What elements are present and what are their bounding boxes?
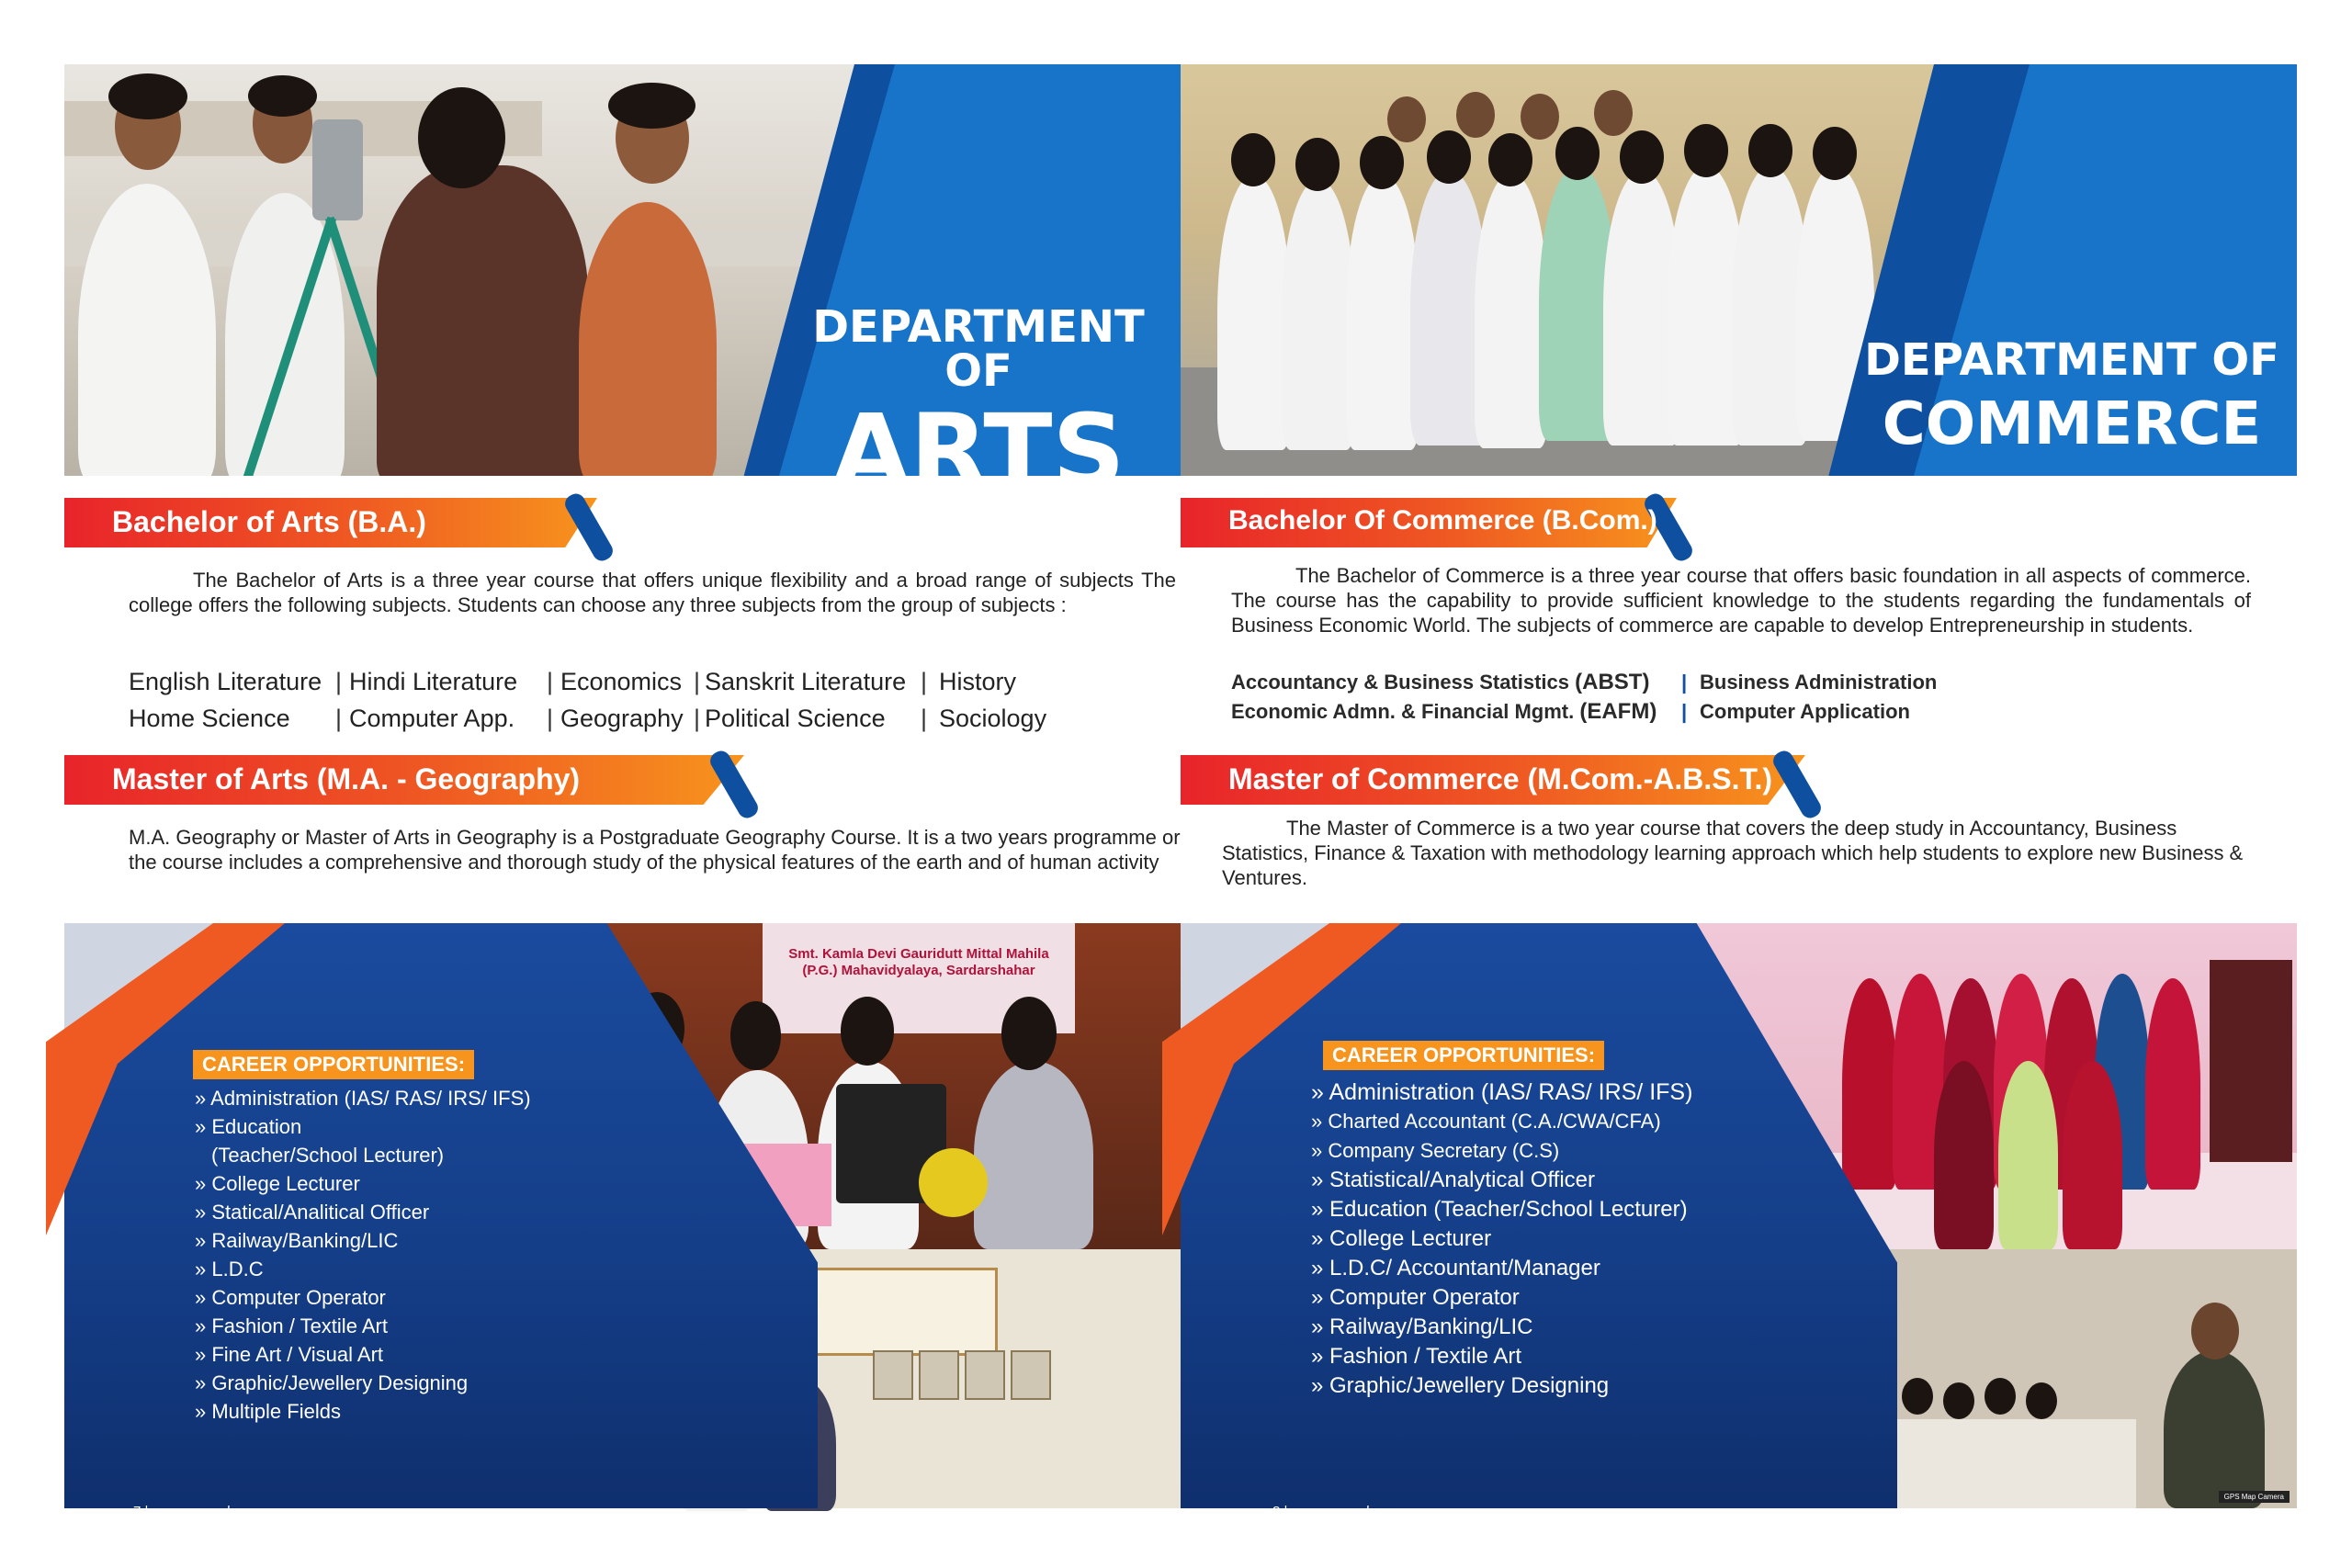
career-item: » Graphic/Jewellery Designing (1311, 1371, 1692, 1401)
career-item-continuation: (Teacher/School Lecturer) (211, 1144, 445, 1167)
commerce-career-list (1311, 1077, 1692, 1401)
arts-page (64, 64, 1181, 1519)
commerce-career-section (1181, 923, 2297, 1519)
dept-title-line1: DEPARTMENT OF (812, 301, 1145, 397)
arts-career-heading: CAREER OPPORTUNITIES: (193, 1050, 474, 1079)
subject-item: Sociology (939, 704, 1047, 732)
subject-item: Geography (560, 704, 684, 732)
subject-item: Hindi Literature (349, 667, 518, 695)
mcom-description-text: The Master of Commerce is a two year course that covers the deep study in Accountancy, Business Statistics, Finance & Taxation with methodology learning approach which help students to explore new Business & Ventures. (1222, 817, 2244, 889)
bcom-subjects (1231, 668, 1937, 727)
career-item: » Computer Operator (1311, 1283, 1692, 1313)
arts-banner-photo (64, 64, 854, 476)
subjects-row-2: Economic Admn. & Financial Mgmt. (EAFM) | Computer Application (1231, 699, 1910, 724)
subject-item: Sanskrit Literature (705, 667, 907, 695)
banner-sign-text: Smt. Kamla Devi Gauridutt Mittal Mahila (P.G.) Mahavidyalaya, Sardarshahar (788, 946, 1049, 978)
career-item: » Graphic/Jewellery Designing (195, 1369, 531, 1397)
subjects-row-1: Accountancy & Business Statistics (ABST) | Business Administration (1231, 670, 1938, 694)
bcom-ribbon (1181, 498, 1695, 547)
career-item: » Railway/Banking/LIC (1311, 1313, 1692, 1342)
commerce-banner-photo (1181, 64, 1934, 476)
career-item: » Statistical/Analytical Officer (1311, 1166, 1692, 1195)
career-item: » Charted Accountant (C.A./CWA/CFA) (1311, 1107, 1692, 1136)
career-item: » Fine Art / Visual Art (195, 1340, 531, 1369)
career-item: » Education (Teacher/School Lecturer) (1311, 1195, 1692, 1224)
dept-title-line2: COMMERCE (1882, 390, 2262, 458)
bcom-description-text: The Bachelor of Commerce is a three year course that offers basic foundation in all aspects of commerce. The course has the capability to provide sufficient knowledge to the students regarding the fundamentals of Business Economic World. The subjects of commerce are capable to develop Entrepreneurship in students. (1231, 564, 2251, 637)
subject-item: History (939, 667, 1017, 695)
subject-item: Computer Application (1700, 700, 1910, 723)
subject-item: Accountancy & Business Statistics (ABST) (1231, 670, 1650, 694)
ba-description (129, 568, 1176, 617)
career-item: » Company Secretary (C.S) (1311, 1136, 1692, 1166)
career-item: » L.D.C/ Accountant/Manager (1311, 1254, 1692, 1283)
subject-item: Economic Admn. & Financial Mgmt. (EAFM) (1231, 699, 1657, 724)
arts-career-section (64, 923, 1181, 1519)
commerce-banner (1181, 64, 2297, 476)
ma-description: M.A. Geography or Master of Arts in Geography is a Postgraduate Geography Course. It is a two years programme or the course includes a comprehensive and thorough study of the physical features of the earth and of human activity (129, 826, 1181, 874)
ba-ribbon (64, 498, 616, 547)
ma-heading: Master of Arts (M.A. - Geography) (112, 762, 581, 795)
career-item: » L.D.C (195, 1255, 531, 1283)
bcom-description (1231, 563, 2251, 637)
subject-item: English Literature (129, 667, 322, 695)
commerce-page (1181, 64, 2297, 1519)
arts-dept-title (781, 301, 1176, 510)
bcom-heading: Bachelor Of Commerce (B.Com.) (1228, 505, 1657, 536)
subject-item: Business Administration (1700, 671, 1938, 694)
ba-heading: Bachelor of Arts (B.A.) (112, 505, 426, 538)
subject-item: Computer App. (349, 704, 515, 732)
career-item: » Education (195, 1112, 531, 1141)
ba-subjects (129, 663, 1049, 737)
career-item: » Administration (IAS/ RAS/ IRS/ IFS) (195, 1084, 531, 1112)
career-item: » Railway/Banking/LIC (195, 1226, 531, 1255)
mcom-ribbon (1181, 755, 1824, 805)
career-item: » College Lecturer (195, 1169, 531, 1198)
arts-banner (64, 64, 1181, 510)
subject-item: Home Science (129, 704, 290, 732)
career-item: » Computer Operator (195, 1283, 531, 1312)
career-item: » Multiple Fields (195, 1397, 531, 1426)
photo-stamp: GPS Map Camera (2219, 1491, 2290, 1503)
arts-career-list (195, 1084, 531, 1426)
subject-item: Political Science (705, 704, 886, 732)
mcom-description (1222, 816, 2251, 890)
subjects-row-2: Home Science | Computer App. | Geography | Political Science | Sociology (129, 700, 1049, 737)
dept-title-line1: DEPARTMENT OF (1864, 334, 2279, 386)
ma-ribbon (64, 755, 763, 805)
subject-item: Economics (560, 667, 683, 695)
career-item: » Administration (IAS/ RAS/ IRS/ IFS) (1311, 1077, 1692, 1107)
arts-footer[interactable]: 7 | www.mgcsrdr.com (133, 1504, 265, 1519)
career-item: » College Lecturer (1311, 1224, 1692, 1254)
commerce-dept-title (1856, 334, 2288, 458)
commerce-footer[interactable]: 8 | www.mgcsrdr.com (1272, 1504, 1404, 1519)
mcom-heading: Master of Commerce (M.Com.-A.B.S.T.) (1228, 762, 1773, 795)
career-item: » Fashion / Textile Art (195, 1312, 531, 1340)
subjects-row-1: English Literature | Hindi Literature | Economics | Sanskrit Literature | History (129, 663, 1049, 700)
dept-title-line2: ARTS (831, 392, 1125, 510)
ba-description-text: The Bachelor of Arts is a three year course that offers unique flexibility and a broad range of subjects The college offers the following subjects. Students can choose any three subjects from the group of subjects : (129, 569, 1176, 616)
commerce-career-heading: CAREER OPPORTUNITIES: (1323, 1041, 1604, 1070)
career-item: » Fashion / Textile Art (1311, 1342, 1692, 1371)
career-item: » Statical/Analitical Officer (195, 1198, 531, 1226)
